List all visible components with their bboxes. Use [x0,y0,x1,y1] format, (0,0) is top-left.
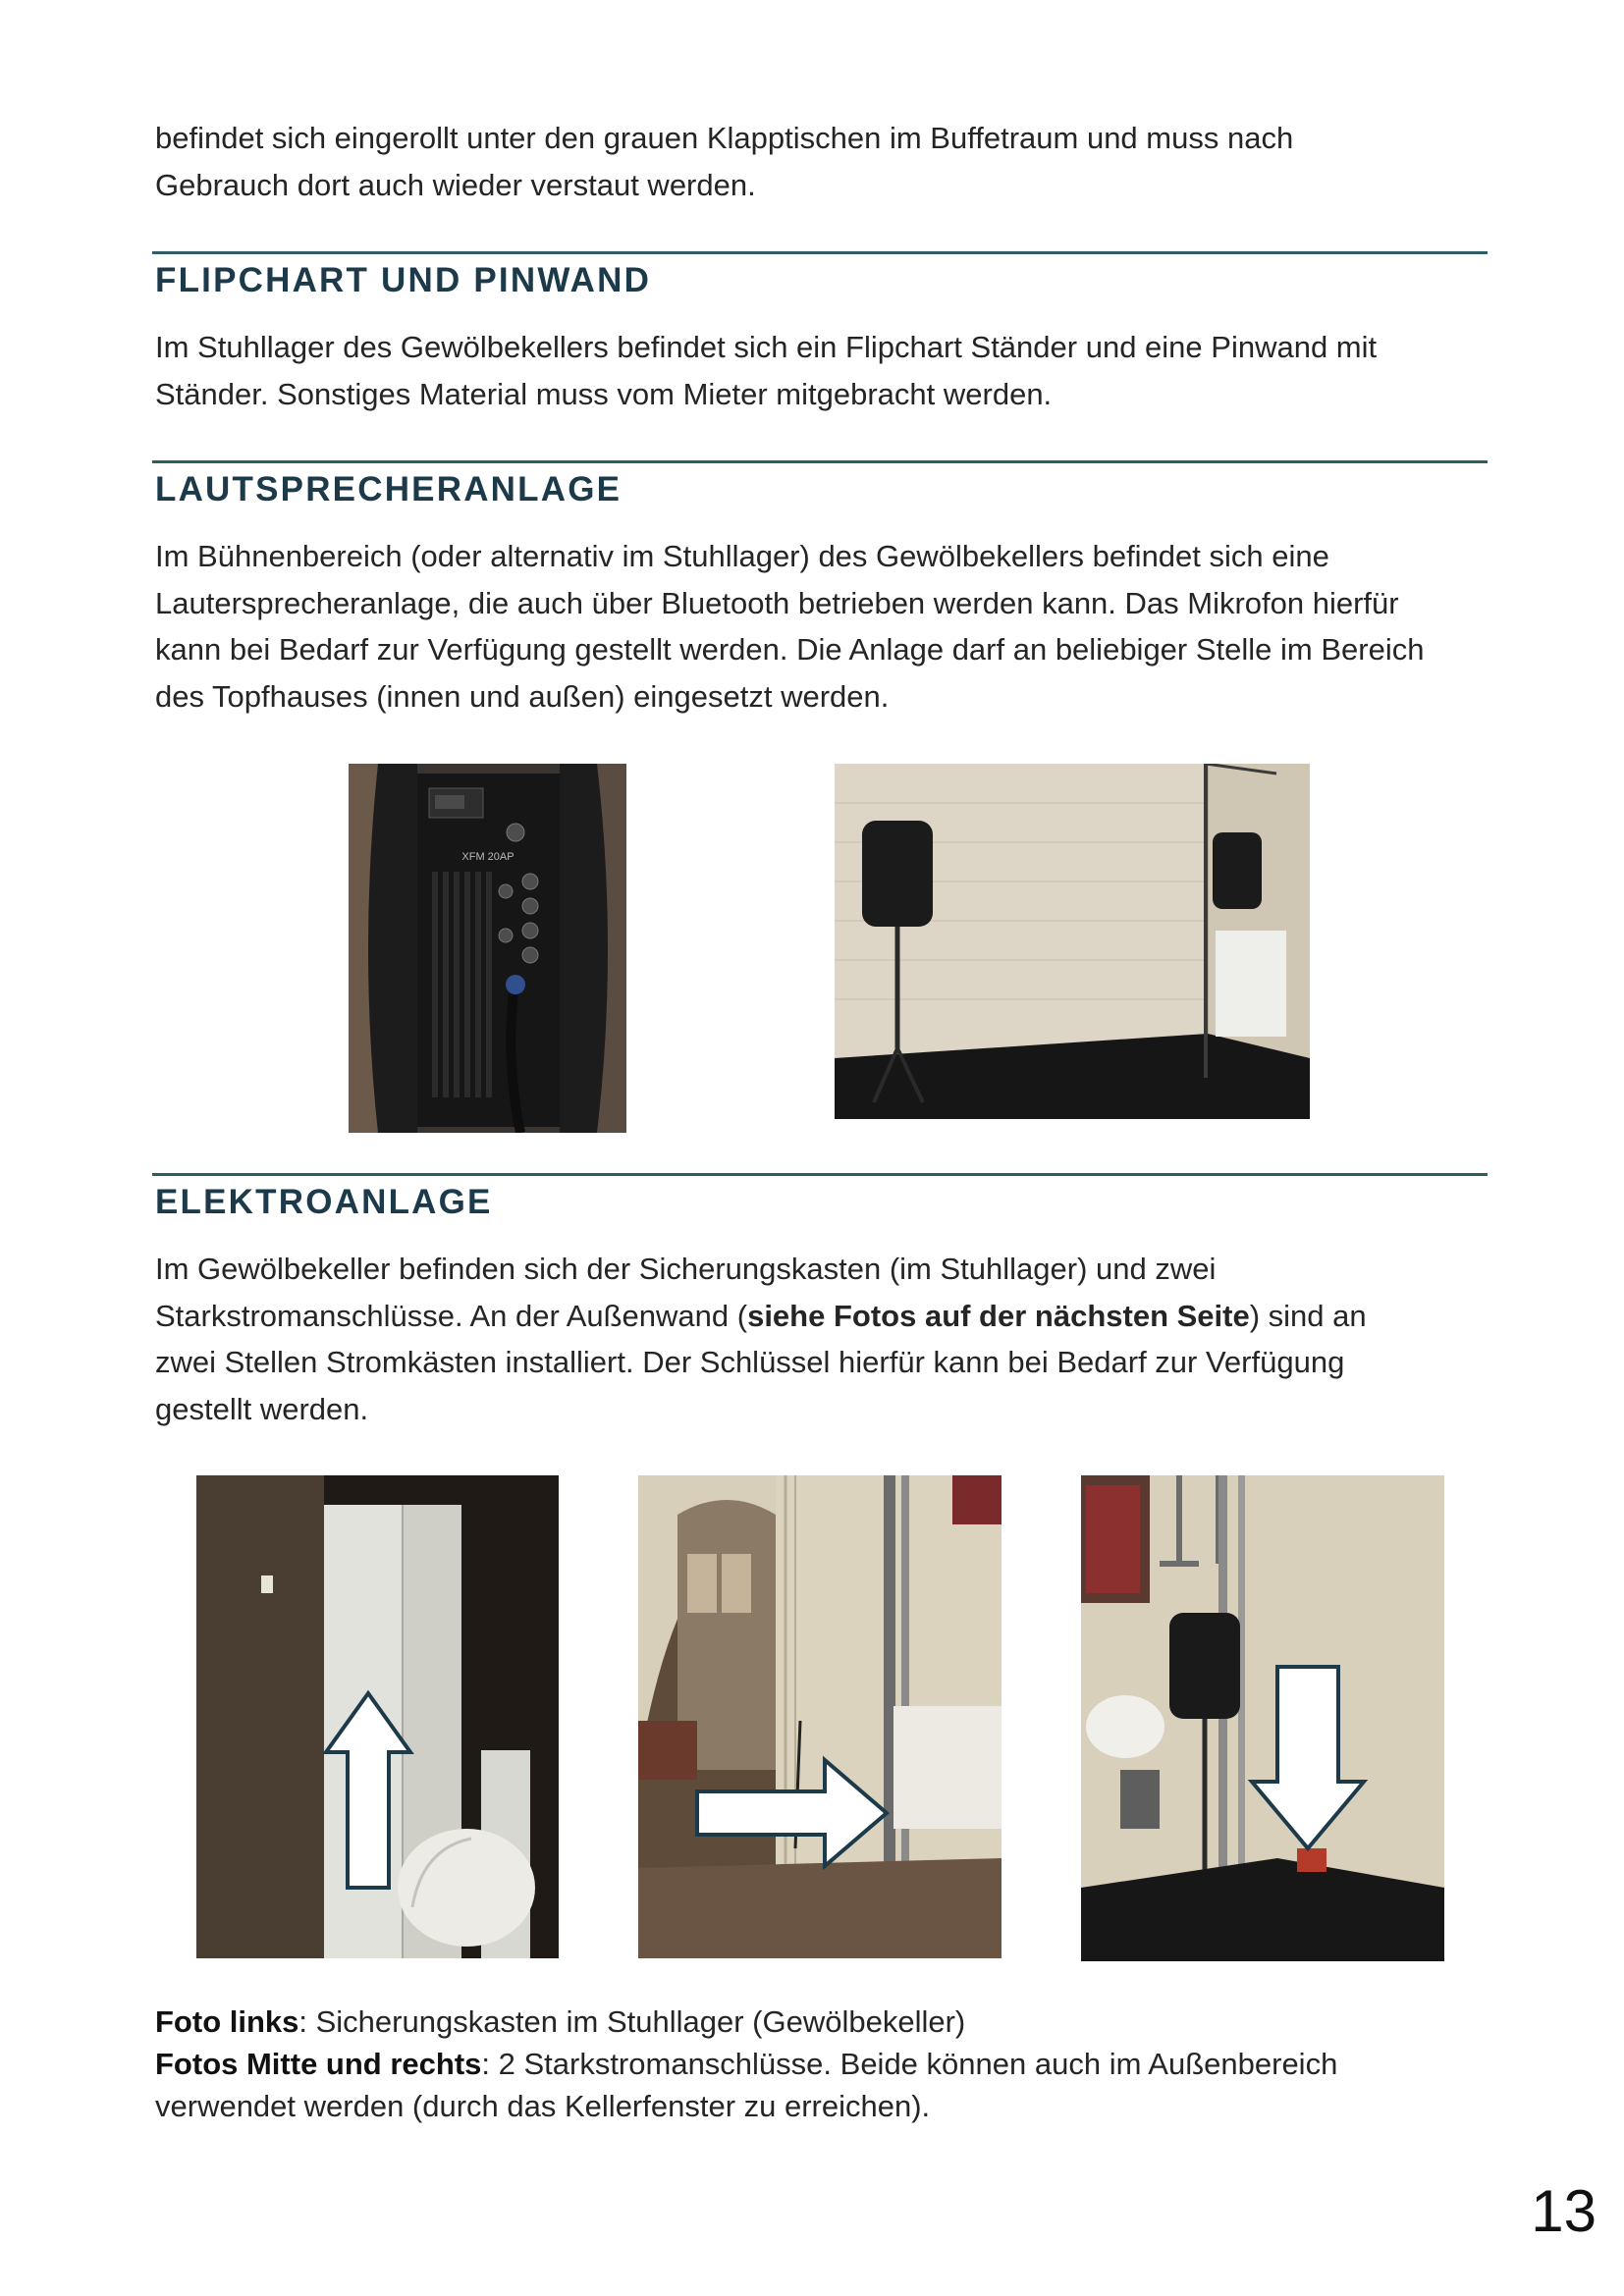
flipchart-line-1: Im Stuhllager des Gewölbekellers befindet sich ein Flipchart Ständer und eine Pinwand mit [155,330,1378,364]
caption-left-label: Foto links [155,2004,299,2039]
fuse-cabinet-photo [196,1475,559,1958]
speakers-room-photo [835,764,1310,1119]
photo-captions [155,2001,1490,2127]
elektro-paragraph [155,1246,1490,1432]
elektro-line-3: zwei Stellen Stromkästen installiert. Der Schlüssel hierfür kann bei Bedarf zur Verfügung [155,1345,1345,1379]
section-divider [152,251,1488,254]
section-divider [152,460,1488,463]
intro-line-1: befindet sich eingerollt unter den grauen Klapptischen im Buffetraum und muss nach [155,121,1294,155]
lautsprecher-line-1: Im Bühnenbereich (oder alternativ im Stuhllager) des Gewölbekellers befindet sich eine [155,539,1329,573]
elektro-line-2 [155,1299,1367,1333]
intro-paragraph [155,115,1490,208]
flipchart-line-2: Ständer. Sonstiges Material muss vom Mieter mitgebracht werden. [155,376,1053,411]
section-divider [152,1173,1488,1176]
speaker-back-photo [349,764,626,1133]
power-connection-photo-middle [638,1475,1001,1958]
lautsprecher-line-3: kann bei Bedarf zur Verfügung gestellt werden. Die Anlage darf an beliebiger Stelle im Bereich [155,632,1425,667]
caption-left [155,2004,965,2039]
caption-middle-label: Fotos Mitte und rechts [155,2047,482,2081]
speaker-model-label: XFM 20AP [461,851,514,863]
elektro-line-2-start: Starkstromanschlüsse. An der Außenwand ( [155,1298,748,1333]
caption-middle [155,2047,1337,2081]
caption-middle-text: : 2 Starkstromanschlüsse. Beide können auch im Außenbereich [481,2047,1338,2081]
section-heading-elektro: ELEKTROANLAGE [155,1183,493,1221]
lautsprecher-line-4: des Topfhauses (innen und außen) eingesetzt werden. [155,678,890,714]
elektro-line-2-bold: siehe Fotos auf der nächsten Seite [747,1298,1250,1333]
lautsprecher-line-2: Lautersprecheranlage, die auch über Bluetooth betrieben werden kann. Das Mikrofon hierfür [155,585,1399,620]
power-connection-photo-right [1081,1475,1444,1961]
elektro-line-4: gestellt werden. [155,1391,369,1426]
elektro-line-2-end: ) sind an [1249,1298,1367,1333]
lautsprecher-paragraph [155,533,1490,720]
caption-left-text: : Sicherungskasten im Stuhllager (Gewölbekeller) [298,2004,966,2039]
elektro-line-1: Im Gewölbekeller befinden sich der Sicherungskasten (im Stuhllager) und zwei [155,1252,1217,1286]
section-heading-flipchart: FLIPCHART UND PINWAND [155,261,652,299]
intro-line-2: Gebrauch dort auch wieder verstaut werden. [155,167,756,202]
page-number: 13 [1531,2178,1597,2244]
section-heading-lautsprecher: LAUTSPRECHERANLAGE [155,470,623,508]
flipchart-paragraph [155,324,1490,417]
caption-middle-line-2: verwendet werden (durch das Kellerfenster zu erreichen). [155,2089,931,2123]
